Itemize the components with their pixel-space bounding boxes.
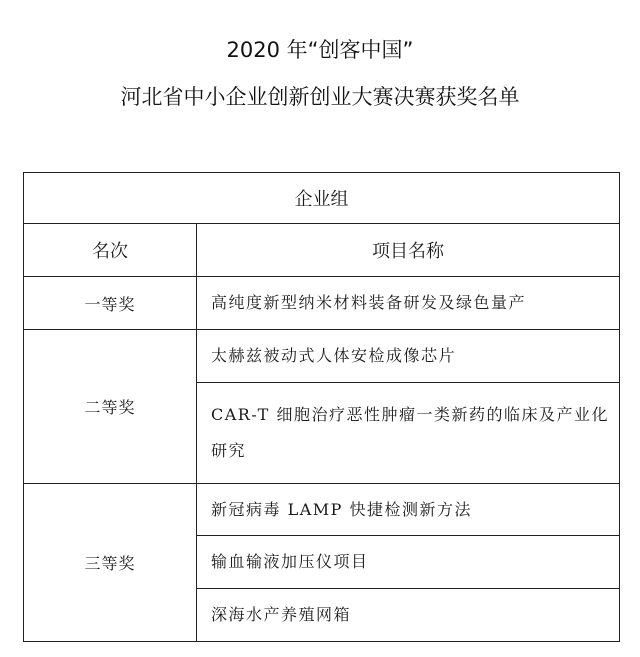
rank-column-header: 名次 — [24, 224, 197, 277]
table-row — [24, 484, 620, 536]
project-cell: 输血输液加压仪项目 — [197, 536, 620, 589]
project-cell: CAR-T 细胞治疗恶性肿瘤一类新药的临床及产业化研究 — [197, 383, 620, 484]
rank-third-prize: 三等奖 — [24, 484, 197, 642]
project-cell: 新冠病毒 LAMP 快捷检测新方法 — [197, 484, 620, 536]
document-title-line-1: 2020 年“创客中国” — [226, 38, 414, 62]
project-cell: 太赫兹被动式人体安检成像芯片 — [197, 330, 620, 383]
document-title-line-2: 河北省中小企业创新创业大赛决赛获奖名单 — [120, 85, 520, 109]
group-title: 企业组 — [24, 173, 620, 224]
awards-table — [23, 172, 620, 642]
table-row — [24, 330, 620, 383]
header-row — [24, 224, 620, 277]
table-row — [24, 277, 620, 330]
rank-first-prize: 一等奖 — [24, 277, 197, 330]
project-cell: 高纯度新型纳米材料装备研发及绿色量产 — [197, 277, 620, 330]
project-column-header: 项目名称 — [197, 224, 620, 277]
project-cell: 深海水产养殖网箱 — [197, 589, 620, 642]
rank-second-prize: 二等奖 — [24, 330, 197, 484]
group-row — [24, 173, 620, 224]
